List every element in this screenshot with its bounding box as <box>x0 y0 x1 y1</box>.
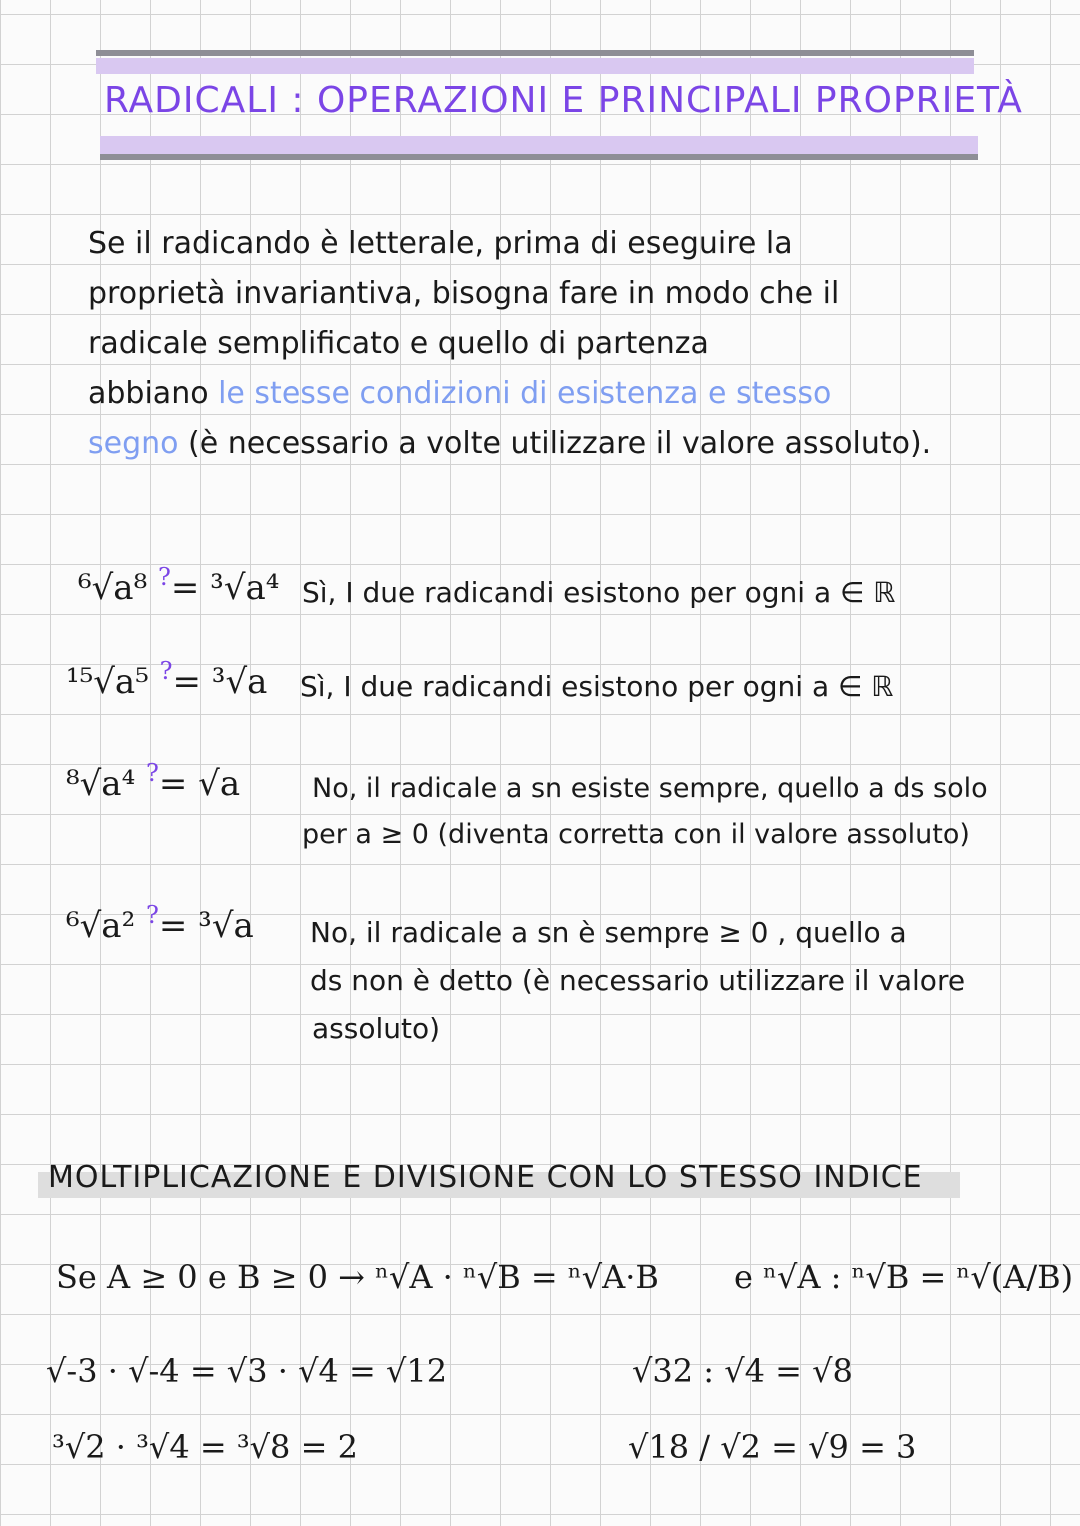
worked-example-1-right: √32 : √4 = √8 <box>632 1352 853 1390</box>
example-3-note-line-2: per a ≥ 0 (diventa corretta con il valore assoluto) <box>302 819 970 850</box>
example-4-expression <box>66 901 254 946</box>
example-2-lhs: ¹⁵√a⁵ <box>66 662 149 702</box>
worked-example-2-left: ³√2 · ³√4 = ³√8 = 2 <box>52 1428 358 1466</box>
example-2-rhs: = ³√a <box>172 662 268 702</box>
intro-line-5 <box>88 426 931 461</box>
intro-line-5-rest: (è necessario a volte utilizzare il valore assoluto). <box>178 426 932 461</box>
rule-division: e ⁿ√A : ⁿ√B = ⁿ√(A/B) <box>734 1258 1074 1296</box>
title-band-lilac-top <box>96 58 974 74</box>
intro-highlight-conditions: le stesse condizioni di esistenza e stesso <box>218 376 832 411</box>
intro-line-4 <box>88 376 831 411</box>
title-band-top <box>96 50 974 56</box>
intro-highlight-sign: segno <box>88 426 179 461</box>
example-1-lhs: ⁶√a⁸ <box>78 568 148 608</box>
example-3-expression <box>66 759 241 804</box>
example-4-note-line-2: ds non è detto (è necessario utilizzare il valore <box>310 964 966 997</box>
example-1-note: Sì, I due radicandi esistono per ogni a ∈ ℝ <box>302 576 896 609</box>
page-title: RADICALI : OPERAZIONI E PRINCIPALI PROPRIETÀ <box>104 80 1023 121</box>
example-2-expression <box>66 657 268 702</box>
intro-line-4-start: abbiano <box>88 376 219 411</box>
example-2-note: Sì, I due radicandi esistono per ogni a ∈ ℝ <box>300 670 894 703</box>
example-3-rhs: = √a <box>158 764 241 804</box>
intro-line-1: Se il radicando è letterale, prima di eseguire la <box>88 226 793 261</box>
title-band-bottom <box>100 154 978 160</box>
example-3-question-mark: ? <box>146 759 159 787</box>
example-3-note-line-1: No, il radicale a sn esiste sempre, quello a ds solo <box>312 773 988 804</box>
example-3-lhs: ⁸√a⁴ <box>66 764 136 804</box>
example-4-question-mark: ? <box>146 901 159 929</box>
worked-example-1-left: √-3 · √-4 = √3 · √4 = √12 <box>46 1352 448 1390</box>
example-4-lhs: ⁶√a² <box>66 906 136 946</box>
example-4-note-line-3: assoluto) <box>312 1012 441 1045</box>
section-title: MOLTIPLICAZIONE E DIVISIONE CON LO STESSO INDICE <box>48 1160 923 1195</box>
example-1-rhs: = ³√a⁴ <box>170 568 280 608</box>
example-4-note-line-1: No, il radicale a sn è sempre ≥ 0 , quello a <box>310 916 907 949</box>
example-1-question-mark: ? <box>158 563 171 591</box>
rule-multiplication: Se A ≥ 0 e B ≥ 0 → ⁿ√A · ⁿ√B = ⁿ√A·B <box>56 1258 659 1296</box>
example-2-question-mark: ? <box>159 657 173 685</box>
intro-line-2: proprietà invariantiva, bisogna fare in modo che il <box>88 276 840 311</box>
intro-line-3: radicale semplificato e quello di partenza <box>88 326 709 361</box>
title-band-lilac-bottom <box>100 136 978 154</box>
example-4-rhs: = ³√a <box>158 906 254 946</box>
worked-example-2-right: √18 / √2 = √9 = 3 <box>628 1428 917 1466</box>
example-1-expression <box>78 563 280 608</box>
